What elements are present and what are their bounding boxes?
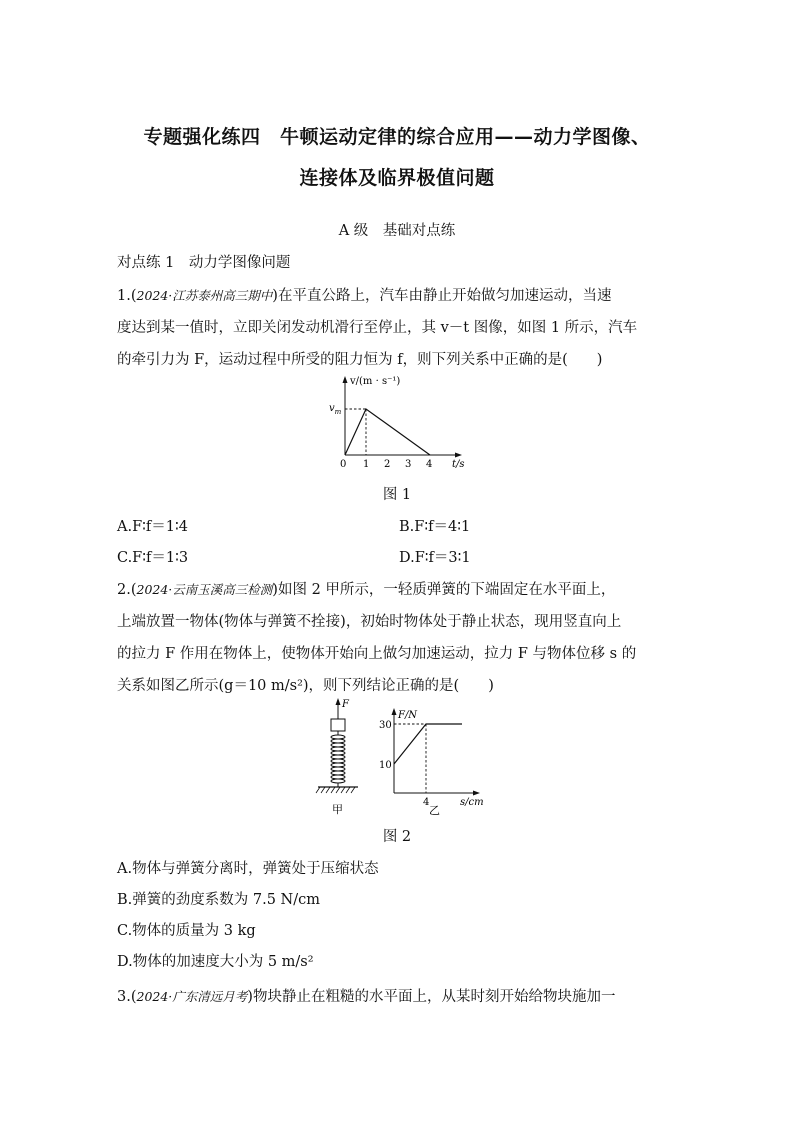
q3-text: )物块静止在粗糙的水平面上，从某时刻开始给物块施加一: [247, 989, 616, 1005]
q1-source: 2024·江苏泰州高三期中: [136, 288, 273, 303]
x-axis-arrow: [455, 453, 462, 458]
q3-source: 2024·广东清远月考: [136, 989, 248, 1004]
figure-2-caption: 图 2: [382, 829, 412, 845]
q2-option-d: D.物体的加速度大小为 5 m/s²: [117, 954, 314, 970]
figure-1-vt-graph: [326, 370, 472, 470]
y-axis-arrow: [392, 708, 397, 715]
block-object: [331, 719, 345, 731]
q2-number: 2.(: [117, 582, 137, 598]
figure-2-spring-diagram: [312, 697, 372, 817]
vm-label: $v_m$: [329, 403, 342, 416]
y-axis-label: v/(m · s⁻¹): [350, 376, 401, 387]
y-tick-30: 30: [379, 720, 392, 731]
q2-line3: 的拉力 F 作用在物体上，使物体开始向上做匀加速运动，拉力 F 与物体位移 s 的: [117, 646, 637, 662]
q2-line4: 关系如图乙所示(g＝10 m/s²)，则下列结论正确的是( ): [117, 678, 494, 694]
spring-coils: [331, 731, 345, 787]
figure-1-caption: 图 1: [382, 487, 412, 503]
tick-2: 2: [384, 459, 391, 470]
page-title-line1: 专题强化练四 牛顿运动定律的综合应用——动力学图像、: [143, 126, 651, 148]
q2-option-c: C.物体的质量为 3 kg: [117, 923, 256, 939]
tick-4: 4: [426, 459, 433, 470]
y-tick-10: 10: [379, 760, 392, 771]
label-jia: 甲: [332, 803, 343, 816]
q2-option-b: B.弹簧的劲度系数为 7.5 N/cm: [117, 892, 320, 908]
q1-option-b: B.F∶f＝4∶1: [399, 519, 471, 535]
q1-number: 1.(: [117, 288, 137, 304]
q1-text: )在平直公路上，汽车由静止开始做匀加速运动，当速: [272, 288, 612, 304]
fs-line: [394, 724, 462, 764]
q2-line1: [117, 578, 615, 599]
section-heading: 对点练 1 动力学图像问题: [117, 255, 291, 271]
q2-text: )如图 2 甲所示，一轻质弹簧的下端固定在水平面上，: [272, 582, 616, 598]
q1-line3: 的牵引力为 F，运动过程中所受的阻力恒为 f，则下列关系中正确的是( ): [117, 352, 603, 368]
q3-line1: [117, 985, 615, 1006]
tick-1: 1: [363, 459, 370, 470]
q1-line1: [117, 284, 611, 305]
level-heading: A 级 基础对点练: [338, 223, 456, 239]
q1-option-c: C.F∶f＝1∶3: [117, 550, 189, 566]
q2-source: 2024·云南玉溪高三检测: [136, 582, 273, 597]
y-axis-arrow: [343, 376, 348, 383]
q2-option-a: A.物体与弹簧分离时，弹簧处于压缩状态: [117, 861, 379, 877]
q1-line2: 度达到某一值时，立即关闭发动机滑行至停止，其 v－t 图像，如图 1 所示，汽车: [117, 320, 638, 336]
force-arrow-head: [336, 698, 341, 705]
ground-hatching: [316, 787, 355, 793]
vt-line: [345, 409, 430, 455]
q1-option-a: A.F∶f＝1∶4: [117, 519, 189, 535]
label-yi: 乙: [429, 804, 440, 817]
q1-option-d: D.F∶f＝3∶1: [399, 550, 471, 566]
tick-0: 0: [340, 459, 347, 470]
y-axis-label: F/N: [398, 710, 418, 721]
tick-3: 3: [405, 459, 412, 470]
figure-2-fs-graph: [372, 703, 490, 817]
page-title-line2: 连接体及临界极值问题: [299, 167, 495, 189]
x-axis-label: s/cm: [460, 797, 484, 808]
force-label: F: [342, 699, 349, 710]
x-axis-label: t/s: [452, 459, 465, 470]
q2-line2: 上端放置一物体(物体与弹簧不拴接)，初始时物体处于静止状态，现用竖直向上: [117, 614, 622, 630]
x-axis-arrow: [473, 791, 480, 796]
x-tick-4: 4: [423, 797, 430, 808]
q3-number: 3.(: [117, 989, 137, 1005]
